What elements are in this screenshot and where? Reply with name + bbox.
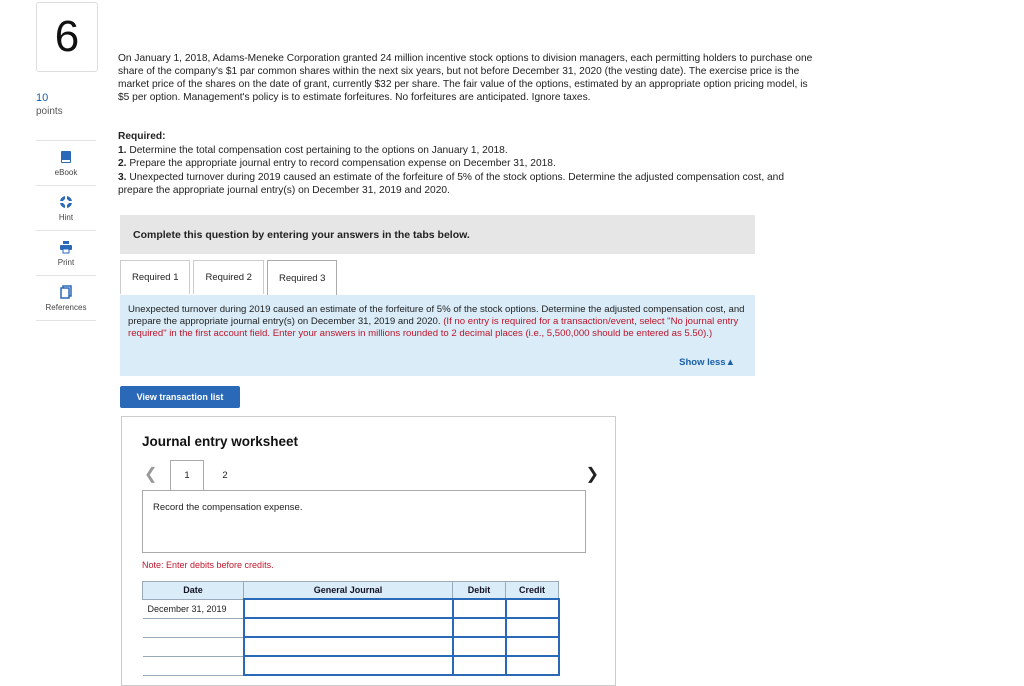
worksheet-pager — [142, 460, 597, 490]
answer-tabs — [120, 260, 340, 296]
instructions-bar: Complete this question by entering your answers in the tabs below. — [120, 215, 755, 254]
credit-input[interactable] — [506, 599, 559, 618]
debit-input[interactable] — [453, 637, 506, 656]
account-input[interactable] — [244, 637, 453, 656]
tab-required-1[interactable]: Required 1 — [120, 260, 190, 294]
credit-input[interactable] — [506, 656, 559, 675]
chevron-left-icon[interactable]: ❮ — [144, 466, 158, 483]
required-item-3: 3. Unexpected turnover during 2019 caused an estimate of the forfeiture of 5% of the stock options. Determine the adjusted compensation cost, and prepare the appropriate journal entry(s) on December 31, 2019 and 2020. — [118, 171, 785, 196]
credit-input[interactable] — [506, 637, 559, 656]
col-header-general-journal: General Journal — [244, 582, 453, 600]
show-less-link[interactable]: Show less▲ — [679, 356, 735, 368]
debit-input[interactable] — [453, 656, 506, 675]
references-button[interactable] — [36, 276, 96, 321]
print-label: Print — [57, 257, 75, 267]
view-transaction-list-button[interactable]: View transaction list — [120, 386, 240, 408]
required-item-1: 1. Determine the total compensation cost pertaining to the options on January 1, 2018. — [118, 144, 508, 156]
table-row — [143, 618, 559, 637]
tab-instructions-note: (If no entry is required for a transaction/event, select "No journal entry required" in the first account field. Enter your answers in millions rounded to 2 decimal places (i.e., 5,500,000 should be entered as 5.50).) — [128, 316, 739, 340]
book-icon — [59, 150, 73, 164]
tab-instructions — [120, 295, 755, 376]
hint-button[interactable] — [36, 186, 96, 231]
page-tab-2[interactable]: 2 — [222, 469, 228, 481]
date-cell: December 31, 2019 — [143, 599, 244, 618]
required-section — [118, 130, 818, 198]
col-header-debit: Debit — [453, 582, 506, 600]
hint-label: Hint — [58, 212, 74, 222]
record-instruction: Record the compensation expense. — [153, 502, 303, 513]
hint-icon — [59, 195, 73, 209]
points-value: 10 — [36, 92, 49, 104]
record-instruction-box — [142, 490, 586, 553]
account-input[interactable] — [244, 656, 453, 675]
debit-credit-note: Note: Enter debits before credits. — [142, 560, 274, 570]
worksheet-title: Journal entry worksheet — [142, 434, 299, 449]
date-cell — [143, 656, 244, 675]
chevron-right-icon[interactable]: ❯ — [585, 466, 599, 483]
required-item-2: 2. Prepare the appropriate journal entry to record compensation expense on December 31, 2018. — [118, 158, 556, 169]
journal-table — [142, 581, 560, 676]
tab-required-2[interactable]: Required 2 — [193, 260, 263, 294]
problem-statement: On January 1, 2018, Adams-Meneke Corporation granted 24 million incentive stock options to division managers, each permitting holders to purchase one share of the company's $1 par common shares within the next six years, but not before December 31, 2020 (the vesting date). The exercise price is the market price of the shares on the date of grant, currently $32 per share. The fair value of the options, estimated by an appropriate option pricing model, is $5 per option. Management's policy is to estimate forfeitures. No forfeitures are anticipated. Ignore taxes. — [118, 53, 813, 103]
tab-instructions-text: Unexpected turnover during 2019 caused an estimate of the forfeiture of 5% of the stock options. Determine the adjusted compensation cost, and prepare the appropriate journal entry(s) on December 31, 2019 and 2020. — [128, 304, 745, 328]
ebook-label: eBook — [54, 167, 78, 177]
journal-worksheet — [121, 416, 616, 686]
col-header-date: Date — [143, 582, 244, 600]
date-cell — [143, 618, 244, 637]
col-header-credit: Credit — [506, 582, 559, 600]
table-row — [143, 637, 559, 656]
printer-icon — [59, 240, 73, 254]
credit-input[interactable] — [506, 618, 559, 637]
date-cell — [143, 637, 244, 656]
tool-rail — [36, 140, 96, 321]
references-label: References — [45, 302, 87, 312]
account-input[interactable] — [244, 618, 453, 637]
debit-input[interactable] — [453, 618, 506, 637]
points-indicator — [36, 92, 106, 118]
page-tab-1[interactable]: 1 — [170, 460, 204, 490]
table-row — [143, 599, 559, 618]
debit-input[interactable] — [453, 599, 506, 618]
table-row — [143, 656, 559, 675]
question-number: 6 — [36, 2, 98, 72]
account-input[interactable] — [244, 599, 453, 618]
points-label: points — [36, 106, 63, 117]
print-button[interactable] — [36, 231, 96, 276]
references-icon — [59, 285, 73, 299]
required-heading: Required: — [118, 131, 166, 142]
ebook-button[interactable] — [36, 140, 96, 186]
tab-required-3[interactable]: Required 3 — [267, 260, 337, 296]
